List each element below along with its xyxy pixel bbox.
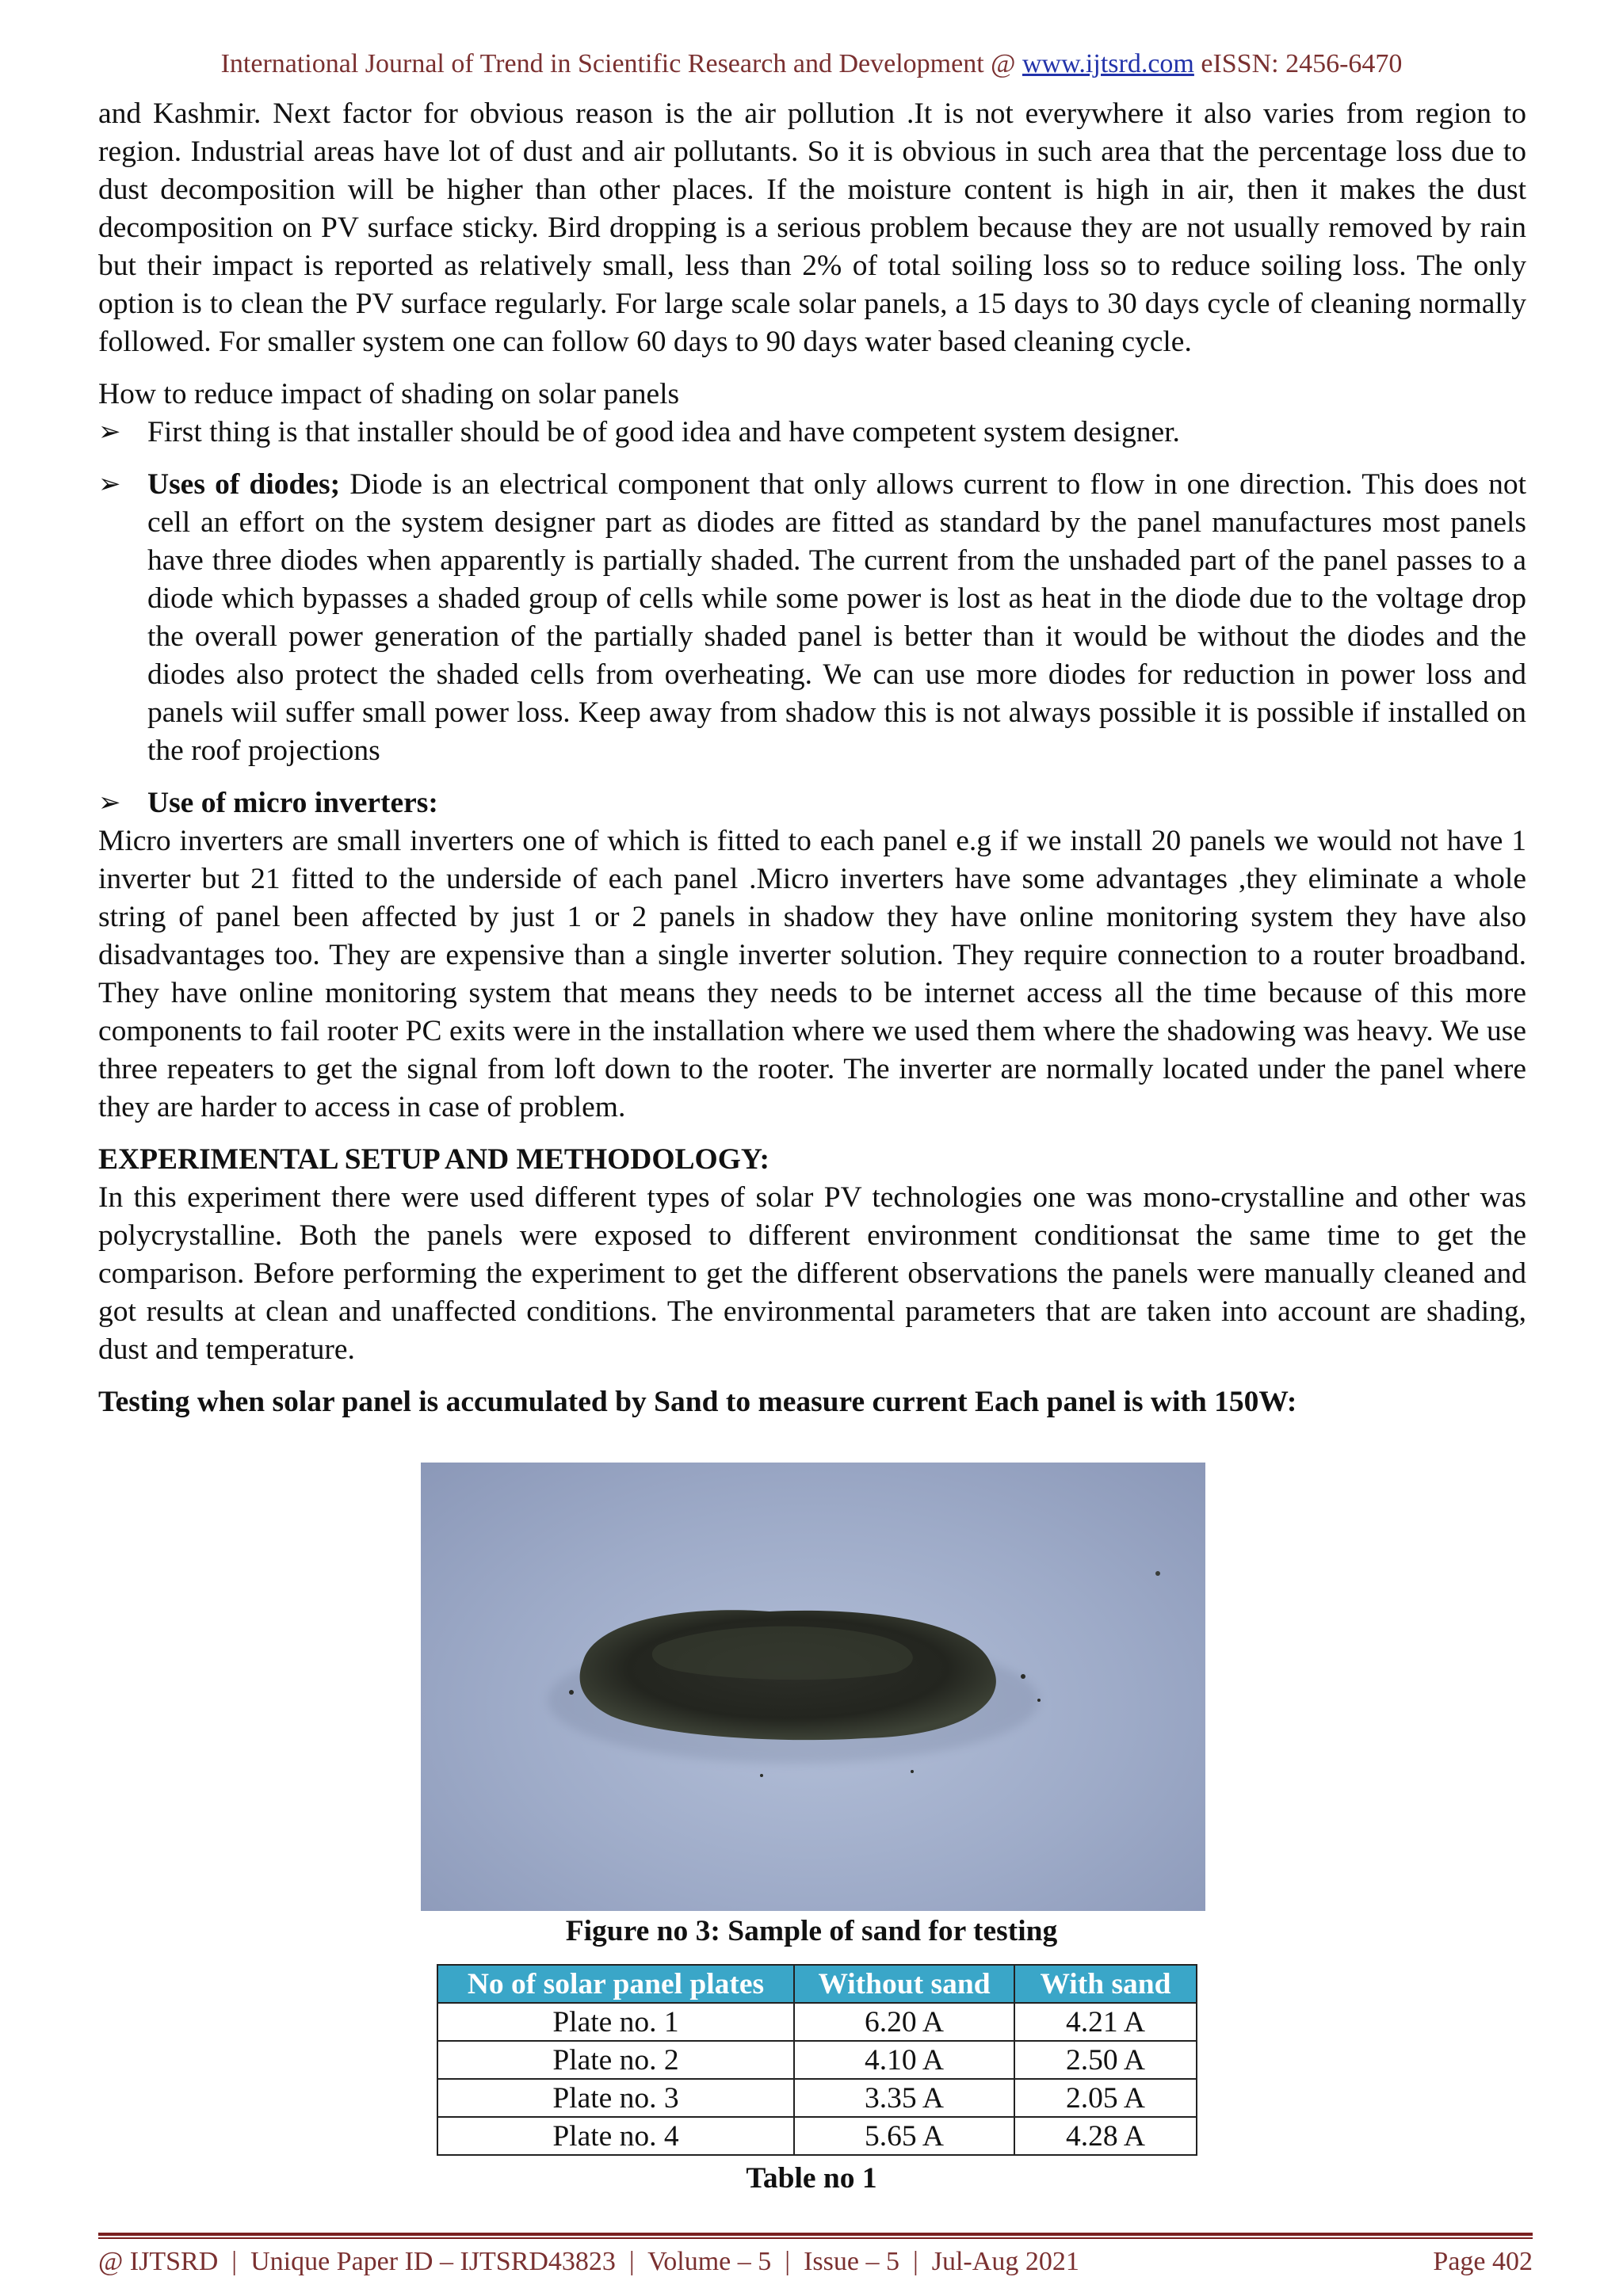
table-row bbox=[437, 2003, 1197, 2041]
table-row bbox=[437, 2117, 1197, 2155]
footer-divider bbox=[98, 2233, 1533, 2239]
figure-caption: Figure no 3: Sample of sand for testing bbox=[565, 1915, 1058, 1947]
current-without-sand: 6.20 A bbox=[794, 2003, 1014, 2041]
footer-paper-info: @ IJTSRD | Unique Paper ID – IJTSRD43823 | Volume – 5 | Issue – 5 | Jul-Aug 2021 bbox=[98, 2247, 1079, 2276]
bullet-micro-inverters bbox=[98, 784, 1526, 822]
sand-sample-photo bbox=[421, 1463, 1205, 1911]
header-with-sand: With sand bbox=[1014, 1965, 1197, 2003]
arrow-bullet-icon: ➢ bbox=[98, 418, 121, 447]
bullet-micro-inverters-title: Use of micro inverters: bbox=[147, 787, 438, 819]
table-row bbox=[437, 2079, 1197, 2117]
issn: eISSN: 2456-6470 bbox=[1193, 49, 1403, 78]
bullet-diodes-text bbox=[147, 466, 1526, 770]
paragraph-micro-inverters: Micro inverters are small inverters one of which is fitted to each panel e.g if we install 20 panels we would not have 1 inverter but 21 fitted to the underside of each panel .Micro inverters have some advantages ,they eliminate a whole string of panel been affected by just 1 or 2 panels in shadow they have online monitoring system they have also disadvantages too. They are expensive than a single inverter solution. They require connection to a router broadband. They have online monitoring system that means they needs to be internet access all the time because of this more components to fail rooter PC exits were in the installation where we used them where the shadowing was heavy. We use three repeaters to get the signal from loft down to the rooter. The inverter are normally located under the panel where they are harder to access in case of problem. bbox=[98, 825, 1526, 1123]
plate-label: Plate no. 4 bbox=[437, 2117, 794, 2155]
table-header-row bbox=[437, 1965, 1197, 2003]
current-without-sand: 5.65 A bbox=[794, 2117, 1014, 2155]
current-with-sand: 4.28 A bbox=[1014, 2117, 1197, 2155]
current-without-sand: 3.35 A bbox=[794, 2079, 1014, 2117]
header-plates: No of solar panel plates bbox=[437, 1965, 794, 2003]
header-without-sand: Without sand bbox=[794, 1965, 1014, 2003]
plate-label: Plate no. 2 bbox=[437, 2041, 794, 2079]
plate-label: Plate no. 3 bbox=[437, 2079, 794, 2117]
page-footer bbox=[98, 2247, 1533, 2277]
paragraph-methodology: In this experiment there were used different types of solar PV technologies one was mono-crystalline and other was polycrystalline. Both the panels were exposed to different environment conditionsat the same time to get the comparison. Before performing the experiment to get the different observations the panels were manually cleaned and got results at clean and unaffected conditions. The environmental parameters that are taken into account are shading, dust and temperature. bbox=[98, 1181, 1526, 1366]
journal-website-link[interactable]: www.ijtsrd.com bbox=[1022, 49, 1194, 78]
current-without-sand: 4.10 A bbox=[794, 2041, 1014, 2079]
current-with-sand: 2.05 A bbox=[1014, 2079, 1197, 2117]
arrow-bullet-icon: ➢ bbox=[98, 470, 121, 499]
bullet-diodes bbox=[98, 466, 1526, 770]
results-table bbox=[437, 1964, 1197, 2156]
testing-heading: Testing when solar panel is accumulated by Sand to measure current Each panel is with 150W: bbox=[98, 1386, 1297, 1418]
current-with-sand: 2.50 A bbox=[1014, 2041, 1197, 2079]
journal-name: International Journal of Trend in Scientific Research and Development @ bbox=[220, 49, 1022, 78]
running-header bbox=[0, 49, 1623, 79]
bullet-diodes-title: Uses of diodes; bbox=[147, 468, 341, 501]
bullet-installer bbox=[98, 414, 1526, 452]
table-title: Table no 1 bbox=[746, 2162, 877, 2195]
bullet-diodes-body: Diode is an electrical component that only allows current to flow in one direction. This does not cell an effort on the system designer part as diodes are fitted as standard by the panel manufactures most panels have three diodes when apparently is partially shaded. The current from the unshaded part of the panel passes to a diode which bypasses a shaded group of cells while some power is lost as heat in the diode due to the voltage drop the overall power generation of the partially shaded panel is better than it would be without the diodes and the diodes also protect the shaded cells from overheating. We can use more diodes for reduction in power loss and panels wiil suffer small power loss. Keep away from shadow this is not always possible it is possible if installed on the roof projections bbox=[147, 468, 1527, 767]
current-with-sand: 4.21 A bbox=[1014, 2003, 1197, 2041]
plate-label: Plate no. 1 bbox=[437, 2003, 794, 2041]
section-heading: EXPERIMENTAL SETUP AND METHODOLOGY: bbox=[98, 1143, 770, 1176]
bullet-installer-text: First thing is that installer should be of good idea and have competent system designer. bbox=[147, 416, 1180, 448]
sand-pile-illustration bbox=[421, 1463, 1205, 1911]
page-number: Page 402 bbox=[1433, 2247, 1533, 2276]
article-body bbox=[98, 95, 1526, 1421]
arrow-bullet-icon: ➢ bbox=[98, 788, 121, 818]
paragraph-dust: and Kashmir. Next factor for obvious reason is the air pollution .It is not everywhere it also varies from region to region. Industrial areas have lot of dust and air pollutants. So it is obvious in such area that the percentage loss due to dust decomposition will be higher than other places. If the moisture content is high in air, then it makes the dust decomposition on PV surface sticky. Bird dropping is a serious problem because they are not usually removed by rain but their impact is reported as relatively small, less than 2% of total soiling loss so to reduce soiling loss. The only option is to clean the PV surface regularly. For large scale solar panels, a 15 days to 30 days cycle of cleaning normally followed. For smaller system one can follow 60 days to 90 days water based cleaning cycle. bbox=[98, 97, 1526, 358]
shading-intro: How to reduce impact of shading on solar panels bbox=[98, 378, 680, 410]
table-row bbox=[437, 2041, 1197, 2079]
